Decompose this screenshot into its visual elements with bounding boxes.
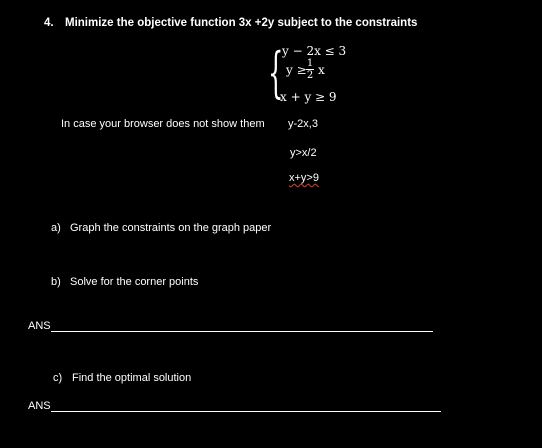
part-b	[51, 276, 198, 288]
constraint-3: x + y ≥ 9	[280, 90, 337, 104]
part-c-letter: c)	[53, 372, 63, 384]
constraint-1: y − 2x ≤ 3	[282, 44, 347, 58]
constraint-2-fraction	[305, 58, 315, 81]
browser-note: In case your browser does not show them	[61, 118, 265, 130]
question-title	[44, 17, 417, 29]
system-brace: {	[268, 41, 284, 104]
answer-label: ANS	[28, 400, 51, 412]
answer-blank[interactable]	[51, 400, 441, 412]
answer-label: ANS	[28, 320, 51, 332]
alt-constraint-3: x+y>9	[289, 172, 319, 184]
answer-blank[interactable]	[51, 320, 433, 332]
constraint-system	[268, 42, 358, 110]
part-a-text: Graph the constraints on the graph paper	[70, 222, 272, 234]
constraint-2-left: y ≥	[286, 63, 307, 77]
question-text: Minimize the objective function 3x +2y subject to the constraints	[65, 17, 418, 29]
constraint-2-right: x	[318, 63, 325, 77]
question-number: 4.	[44, 17, 54, 29]
fraction-denominator: 2	[306, 70, 314, 81]
part-c	[53, 372, 191, 384]
answer-line-b[interactable]	[28, 320, 434, 332]
fraction-numerator: 1	[306, 58, 314, 69]
alt-constraint-1: y-2x,3	[288, 118, 318, 130]
part-b-text: Solve for the corner points	[70, 276, 199, 288]
alt-constraint-2: y>x/2	[290, 147, 317, 159]
part-a	[51, 222, 271, 234]
part-b-letter: b)	[51, 276, 61, 288]
answer-line-c[interactable]	[28, 400, 442, 412]
part-a-letter: a)	[51, 222, 61, 234]
part-c-text: Find the optimal solution	[72, 372, 192, 384]
